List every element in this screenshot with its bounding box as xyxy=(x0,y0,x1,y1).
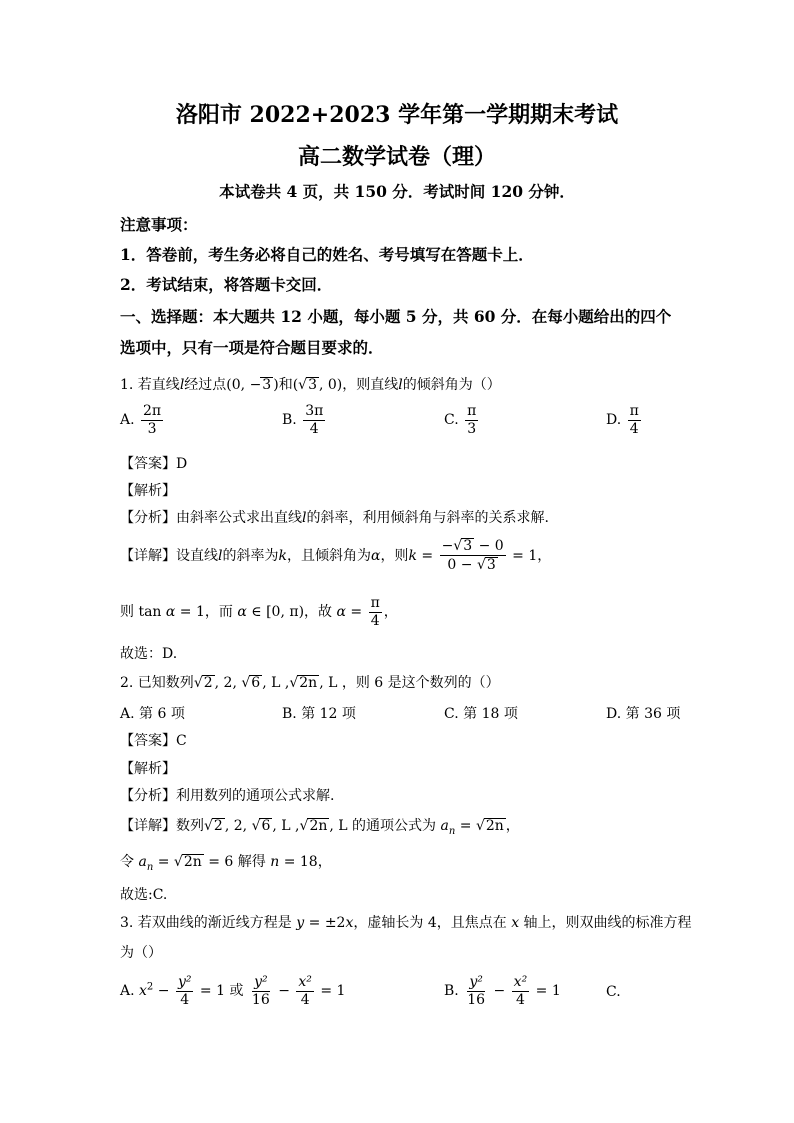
question-2: 2. 已知数列√2 , 2, √6 , L ,√2n , L ，则 6 是这个数列的（） xyxy=(120,675,500,691)
answer: 【答案】D xyxy=(120,456,188,472)
option-d: D. $\frac{\pi}{4}$ xyxy=(606,403,639,437)
question-1: 1. 若直线l经过点(0, −3 )和(√3 , 0)，则直线l的倾斜角为（） xyxy=(120,377,501,393)
analysis-summary: 【分析】利用数列的通项公式求解. xyxy=(120,788,335,804)
exam-info: 本试卷共 4 页，共 150 分．考试时间 120 分钟． xyxy=(219,182,575,201)
section-heading-cont: 选项中，只有一项是符合题目要求的． xyxy=(120,338,384,357)
analysis-summary: 【分析】由斜率公式求出直线l的斜率，利用倾斜角与斜率的关系求解. xyxy=(120,510,549,526)
option-c: C. xyxy=(606,984,621,1000)
tan-line: 则 tan α = 1，而 α ∈ [0, π)，故 α = $\frac{\pi}{4}$ ， xyxy=(120,595,398,629)
option-b: B. $\frac{\text{y²}}{16}$ − $\frac{\text{x²}}{4}$ = 1 xyxy=(444,974,561,1008)
question-3: 3. 若双曲线的渐近线方程是 y = ±2x，虚轴长为 4，且焦点在 x 轴上，则双曲线的标准方程 xyxy=(120,915,692,931)
notes-heading: 注意事项： xyxy=(120,215,198,234)
analysis-detail: 【详解】设直线l的斜率为k，且倾斜角为α，则k = $\frac{-√3 - 0}{0 - √3}$ = 1， xyxy=(120,538,552,574)
option-c: C. $\frac{\pi}{3}$ xyxy=(444,403,477,437)
page-subtitle: 高二数学试卷（理） xyxy=(297,144,496,170)
analysis-label: 【解析】 xyxy=(120,761,176,777)
option-a: A. $x^2$ − $\frac{\text{y²}}{4}$ = 1 或 $\frac{\text{y²}}{16}$ − $\frac{\text{x²}}{4}$ = 1 xyxy=(120,974,346,1008)
note-item: 2．考试结束，将答题卡交回． xyxy=(120,275,333,294)
option-b: B. $\frac{3\pi}{4}$ xyxy=(282,403,324,437)
note-item: 1．答卷前，考生务必将自己的姓名、考号填写在答题卡上． xyxy=(120,245,534,264)
choice-line: 故选：D. xyxy=(120,646,178,662)
question-3-cont: 为（） xyxy=(120,945,162,961)
analysis-detail: 【详解】数列√2 , 2, √6 , L ,√2n , L 的通项公式为 $a_n = √2n$ ， xyxy=(120,818,520,837)
option-a: A. 第 6 项 xyxy=(120,706,185,722)
analysis-label: 【解析】 xyxy=(120,483,176,499)
option-c: C. 第 18 项 xyxy=(444,706,518,722)
option-b: B. 第 12 项 xyxy=(282,706,356,722)
section-heading: 一、选择题：本大题共 12 小题，每小题 5 分，共 60 分．在每小题给出的四个 xyxy=(120,307,672,326)
choice-line: 故选:C. xyxy=(120,887,168,903)
solve-line: 令 $a_n = √2n = 6$ 解得 n = 18， xyxy=(120,854,332,873)
page-title: 洛阳市 2022+2023 学年第一学期期末考试 xyxy=(175,102,619,128)
answer: 【答案】C xyxy=(120,733,187,749)
option-d: D. 第 36 项 xyxy=(606,706,681,722)
option-a: A. $\frac{2\pi}{3}$ xyxy=(120,403,162,437)
